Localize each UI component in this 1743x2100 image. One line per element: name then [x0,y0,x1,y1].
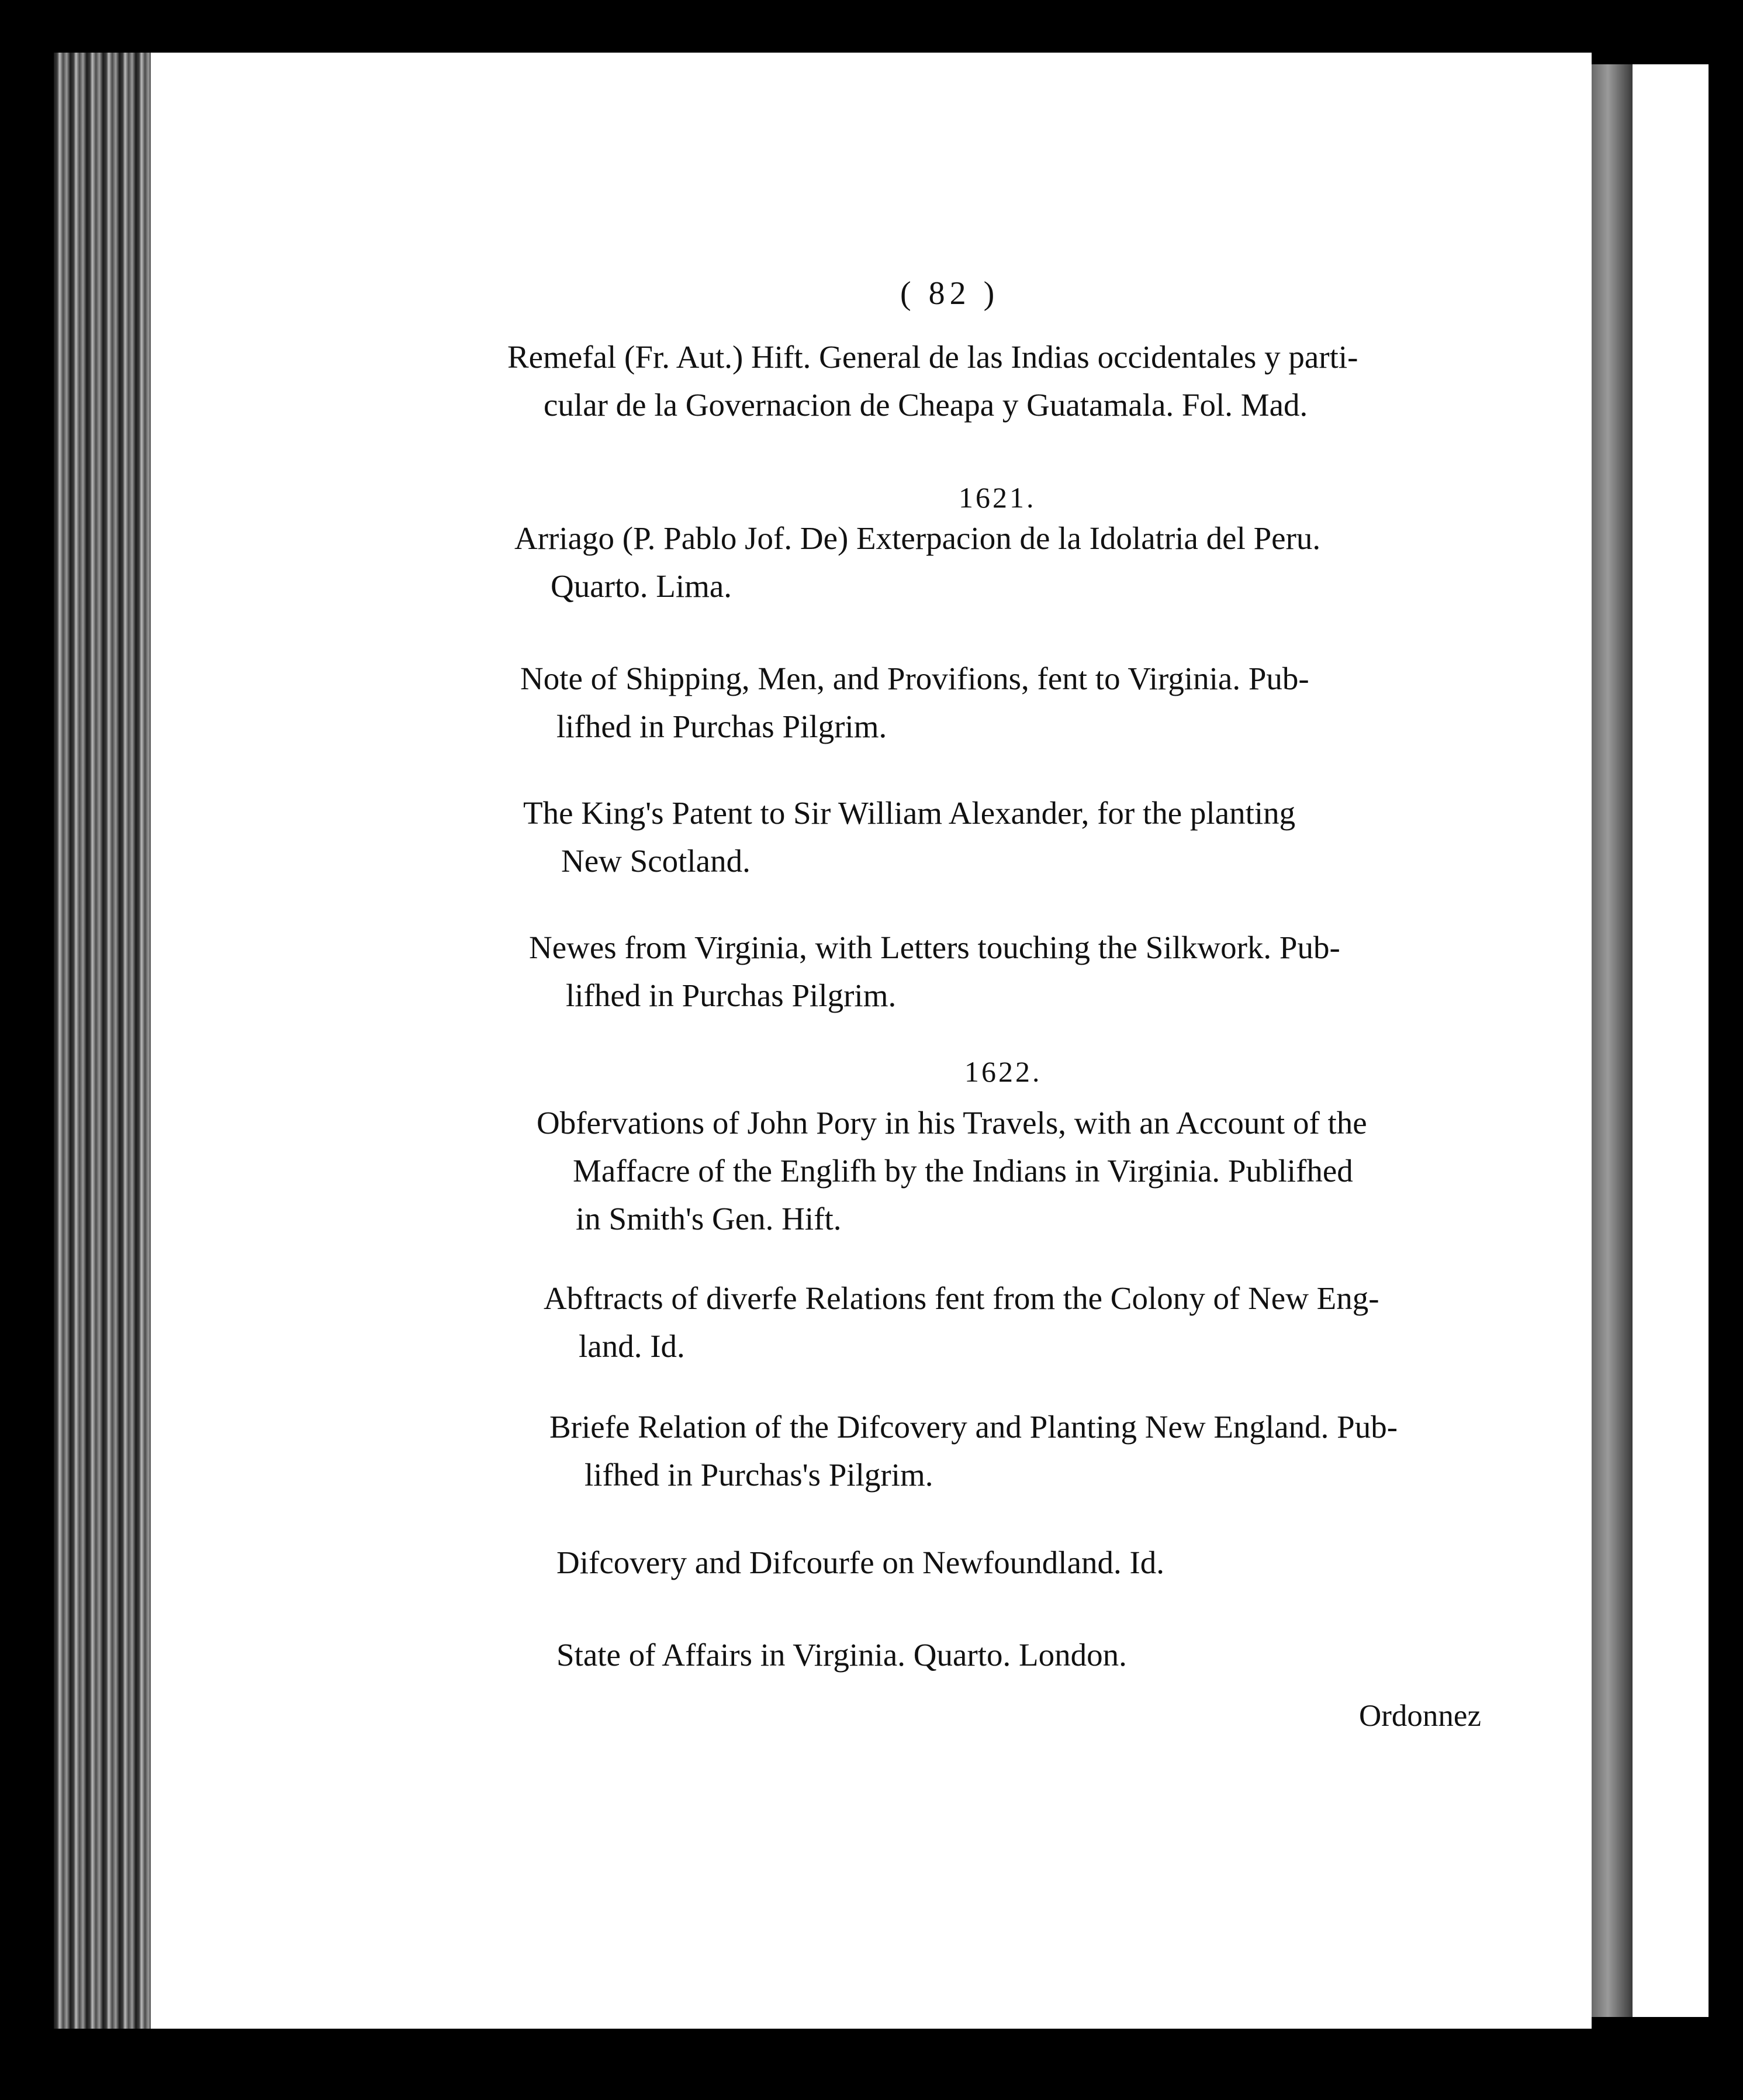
year-heading: 1622. [964,1055,1042,1088]
entry-line: Note of Shipping, Men, and Provifions, fent to Virginia. Pub- [520,661,1309,696]
entry-line: Arriago (P. Pablo Jof. De) Exterpacion de la Idolatria del Peru. [514,520,1321,556]
entry-line: The King's Patent to Sir William Alexander, for the planting [523,795,1296,831]
entry-line: Remefal (Fr. Aut.) Hift. General de las Indias occidentales y parti- [507,339,1358,375]
entry-line: Abftracts of diverfe Relations fent from the Colony of New Eng- [544,1280,1379,1316]
entry-line: Maffacre of the Englifh by the Indians in Virginia. Publifhed [573,1153,1353,1189]
entry-line: lifhed in Purchas Pilgrim. [566,978,897,1013]
entry-line: cular de la Governacion de Cheapa y Guatamala. Fol. Mad. [544,387,1308,423]
entry-line: land. Id. [579,1328,685,1364]
entry-line: Obfervations of John Pory in his Travels, with an Account of the [537,1105,1367,1141]
entry-line: New Scotland. [561,843,751,879]
entry-line: Briefe Relation of the Difcovery and Planting New England. Pub- [549,1409,1398,1445]
book-gutter [1592,64,1633,2017]
facing-page-strip [1633,64,1709,2017]
entry-line: Newes from Virginia, with Letters touching the Silkwork. Pub- [529,930,1340,965]
entry-line: lifhed in Purchas's Pilgrim. [585,1457,933,1493]
entry-line: Difcovery and Difcourfe on Newfoundland. Id. [556,1545,1165,1580]
year-heading: 1621. [959,481,1036,514]
entry-line: State of Affairs in Virginia. Quarto. London. [556,1637,1127,1673]
entry-line: in Smith's Gen. Hift. [576,1201,842,1236]
entry-line: lifhed in Purchas Pilgrim. [556,709,887,744]
page-header: ( 82 ) [900,275,1000,312]
catchword: Ordonnez [1359,1699,1481,1733]
entry-line: Quarto. Lima. [551,568,732,604]
book-page-edges [54,53,156,2029]
